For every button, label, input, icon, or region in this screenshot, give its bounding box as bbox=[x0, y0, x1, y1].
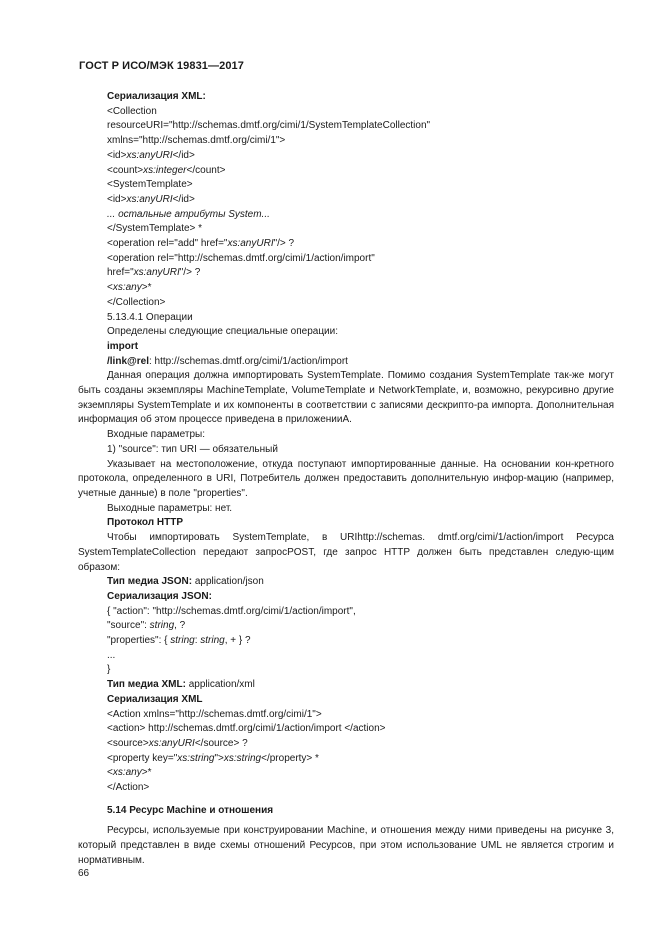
code-line bbox=[78, 237, 614, 252]
code-type: xs:string bbox=[177, 752, 215, 764]
code-fragment: "> bbox=[214, 752, 224, 764]
code-line bbox=[78, 281, 614, 296]
code-fragment: </id> bbox=[172, 193, 195, 205]
xml-media-type bbox=[78, 678, 614, 693]
media-type-label: Тип медиа XML: bbox=[107, 679, 186, 691]
page-number: 66 bbox=[78, 868, 90, 879]
code-type: xs:string bbox=[223, 752, 262, 764]
section-5-14-text: Ресурсы, используемые при конструировании Machine, и отношения между ними приведены на рисунке 3, который представлен в виде схемы отношений Ресурсов, при этом использование UML не является строгим и нормативным. bbox=[78, 825, 614, 866]
code-fragment: "properties": { bbox=[107, 635, 171, 647]
code-line: resourceURI="http://schemas.dmtf.org/cimi/1/SystemTemplateCollection" bbox=[107, 120, 431, 132]
link-rel-label: /link@rel bbox=[107, 355, 149, 367]
code-type: xs:anyURI bbox=[126, 193, 173, 205]
code-line bbox=[78, 634, 614, 649]
xml-serialization-heading-2: Сериализация XML bbox=[107, 693, 203, 705]
code-line: xmlns="http://schemas.dmtf.org/cimi/1"> bbox=[107, 135, 286, 147]
code-fragment: , + } ? bbox=[224, 635, 251, 647]
code-line bbox=[78, 193, 614, 208]
input-params-title: Входные параметры: bbox=[107, 429, 205, 441]
code-line bbox=[78, 619, 614, 634]
operation-link bbox=[78, 355, 614, 370]
code-line: <Action xmlns="http://schemas.dmtf.org/cimi/1"> bbox=[107, 708, 322, 720]
code-line: } bbox=[107, 664, 111, 676]
code-line bbox=[78, 766, 614, 781]
media-type-value: application/xml bbox=[185, 679, 255, 691]
code-fragment: , ? bbox=[174, 620, 186, 632]
code-line bbox=[78, 164, 614, 179]
code-fragment: "source": bbox=[107, 620, 150, 632]
http-protocol-heading: Протокол HTTP bbox=[107, 517, 184, 529]
code-line: <operation rel="http://schemas.dmtf.org/cimi/1/action/import" bbox=[107, 252, 375, 264]
code-fragment: "/> ? bbox=[273, 238, 295, 250]
code-line: </Action> bbox=[107, 782, 150, 794]
code-fragment: < bbox=[107, 282, 113, 294]
section-heading-5-14: 5.14 Ресурс Machine и отношения bbox=[107, 804, 274, 816]
code-fragment: <property key=" bbox=[107, 752, 178, 764]
code-type: xs:anyURI bbox=[148, 737, 195, 749]
xml-serialization-heading: Сериализация XML: bbox=[107, 91, 206, 102]
code-type: xs:anyURI bbox=[126, 149, 173, 161]
code-fragment: href=" bbox=[107, 267, 134, 279]
json-serialization-heading: Сериализация JSON: bbox=[107, 590, 212, 602]
link-rel-value: : http://schemas.dmtf.org/cimi/1/action/import bbox=[149, 355, 348, 367]
code-fragment: >* bbox=[141, 282, 152, 294]
code-type: xs:any bbox=[112, 282, 142, 294]
code-line bbox=[78, 266, 614, 281]
page-body bbox=[78, 90, 614, 869]
code-fragment: <id> bbox=[107, 193, 127, 205]
code-fragment: </count> bbox=[186, 164, 226, 176]
code-line: </SystemTemplate> * bbox=[107, 223, 203, 235]
code-line: ... остальные атрибуты System... bbox=[107, 208, 270, 220]
media-type-value: application/json bbox=[192, 576, 264, 588]
code-line: <Collection bbox=[107, 105, 157, 117]
operations-intro: Определены следующие специальные операции: bbox=[107, 326, 338, 338]
code-line: <SystemTemplate> bbox=[107, 179, 193, 191]
code-type: xs:anyURI bbox=[227, 238, 274, 250]
code-type: xs:any bbox=[112, 767, 142, 779]
code-fragment: </id> bbox=[172, 149, 195, 161]
code-type: xs:integer bbox=[143, 164, 187, 176]
code-fragment: < bbox=[107, 767, 113, 779]
code-type: string bbox=[170, 635, 195, 647]
code-fragment: </source> ? bbox=[194, 737, 248, 749]
code-type: string bbox=[149, 620, 175, 632]
code-line: ... bbox=[107, 649, 116, 661]
operation-description: Данная операция должна импортировать SystemTemplate. Помимо создания SystemTemplate так-же могут быть созданы экземпляры MachineTemplate, VolumeTemplate и NetworkTemplate, и, возможно, рекурсивно другие экземпляры SystemTemplate и их компоненты в соответствии с записями дескрипто-ра импорта. Дополнительная информация об этом процессе приведена в приложенииА. bbox=[78, 370, 614, 426]
code-type: xs:anyURI bbox=[133, 267, 180, 279]
output-params: Выходные параметры: нет. bbox=[107, 502, 233, 514]
input-param-description: Указывает на местоположение, откуда поступают импортированные данные. На основании кон-кретного протокола, определенного в URI, Потребитель должен предоставить дополнительную инфор-мацию (например, учетные данные) в поле "properties". bbox=[78, 458, 614, 499]
input-param-source: 1) "source": тип URI — обязательный bbox=[107, 443, 278, 455]
code-fragment: : bbox=[194, 635, 201, 647]
code-line: </Collection> bbox=[107, 296, 166, 308]
code-line: <action> http://schemas.dmtf.org/cimi/1/action/import </action> bbox=[107, 723, 386, 735]
code-line bbox=[78, 149, 614, 164]
code-line bbox=[78, 737, 614, 752]
code-fragment: <id> bbox=[107, 149, 127, 161]
operation-name: import bbox=[107, 340, 139, 352]
code-type: string bbox=[200, 635, 225, 647]
code-fragment: </property> * bbox=[261, 752, 319, 764]
code-fragment: <operation rel="add" href=" bbox=[107, 238, 228, 250]
http-description: Чтобы импортировать SystemTemplate, в URIhttp://schemas. dmtf.org/cimi/1/action/import Ресурса SystemTemplateCollection передают запросPOST, где запрос HTTP должен быть представлен следую-щим образом: bbox=[78, 532, 614, 573]
document-header: ГОСТ Р ИСО/МЭК 19831—2017 bbox=[79, 60, 244, 72]
code-fragment: <source> bbox=[107, 737, 149, 749]
code-line bbox=[78, 752, 614, 767]
section-heading-operations: 5.13.4.1 Операции bbox=[107, 311, 193, 323]
media-type-label: Тип медиа JSON: bbox=[107, 576, 193, 588]
json-media-type bbox=[78, 575, 614, 590]
code-fragment: <count> bbox=[107, 164, 144, 176]
code-fragment: "/> ? bbox=[179, 267, 201, 279]
code-line: { "action": "http://schemas.dmtf.org/cimi/1/action/import", bbox=[107, 605, 356, 617]
code-fragment: >* bbox=[141, 767, 152, 779]
